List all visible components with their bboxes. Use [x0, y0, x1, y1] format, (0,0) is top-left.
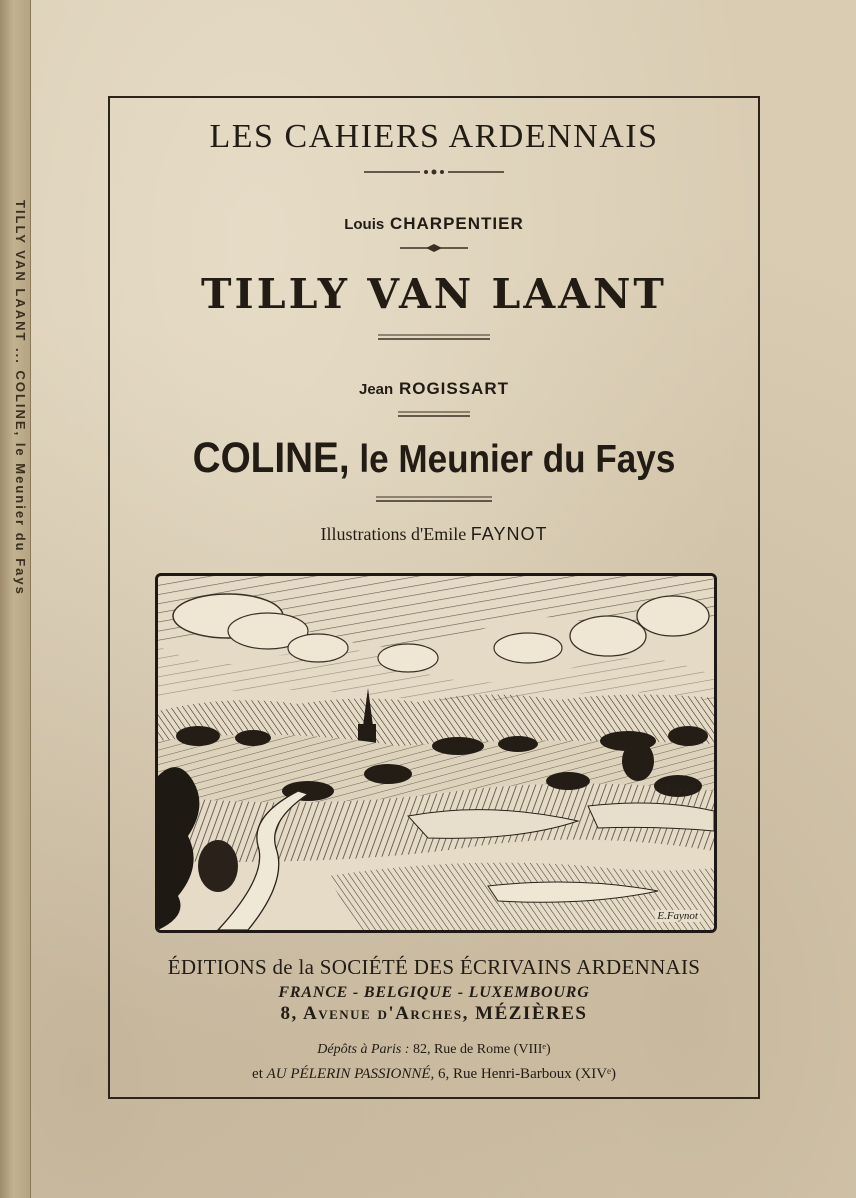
- depot-paris: [108, 1042, 760, 1058]
- landscape-engraving: [155, 573, 717, 933]
- author-last-name: ROGISSART: [398, 379, 509, 398]
- publisher-address: [108, 1003, 760, 1025]
- author-rogissart: [108, 379, 760, 399]
- spine-title: TILLY VAN LAANT ... COLINE, le Meunier du Fays: [13, 200, 28, 596]
- divider-small: [108, 409, 760, 419]
- landscape-illustration: [158, 576, 714, 930]
- illustrations-credit: [108, 524, 760, 545]
- book-spine: [0, 0, 31, 1198]
- divider-double: [108, 332, 760, 342]
- depot2-name: AU PÉLERIN PASSIONNÉ,: [266, 1066, 435, 1082]
- depot-pelerin: [108, 1066, 760, 1083]
- publisher-street: 8, Avenue d'Arches,: [280, 1003, 469, 1024]
- illustrations-prefix: Illustrations d'Emile: [320, 524, 467, 544]
- author-charpentier: [108, 214, 760, 234]
- depot-address: 82, Rue de Rome (VIIIᵉ): [412, 1042, 551, 1057]
- title-tilly-van-laant: TILLY VAN LAANT: [201, 270, 667, 318]
- title-coline: [141, 434, 728, 483]
- author-first-name: Jean: [359, 381, 394, 398]
- depot2-prefix: et: [252, 1066, 263, 1082]
- series-title: LES CAHIERS ARDENNAIS: [209, 118, 659, 155]
- depot2-address: 6, Rue Henri-Barboux (XIVᵉ): [438, 1066, 616, 1082]
- divider-small: [108, 243, 760, 253]
- illustration-signature: E.Faynot: [657, 910, 698, 922]
- title-coline-main: COLINE,: [192, 434, 350, 482]
- author-first-name: Louis: [344, 216, 385, 233]
- ornament-divider: [108, 167, 760, 177]
- publisher-city: MÉZIÈRES: [475, 1003, 588, 1024]
- publisher-name: ÉDITIONS de la SOCIÉTÉ DES ÉCRIVAINS ARDENNAIS: [167, 955, 701, 979]
- illustrator-name: FAYNOT: [470, 524, 548, 544]
- publisher-countries: FRANCE - BELGIQUE - LUXEMBOURG: [278, 984, 590, 1001]
- title-coline-rest: le Meunier du Fays: [359, 438, 676, 481]
- author-last-name: CHARPENTIER: [389, 214, 524, 233]
- divider-double: [108, 494, 760, 504]
- depot-label: Dépôts à Paris :: [317, 1042, 410, 1057]
